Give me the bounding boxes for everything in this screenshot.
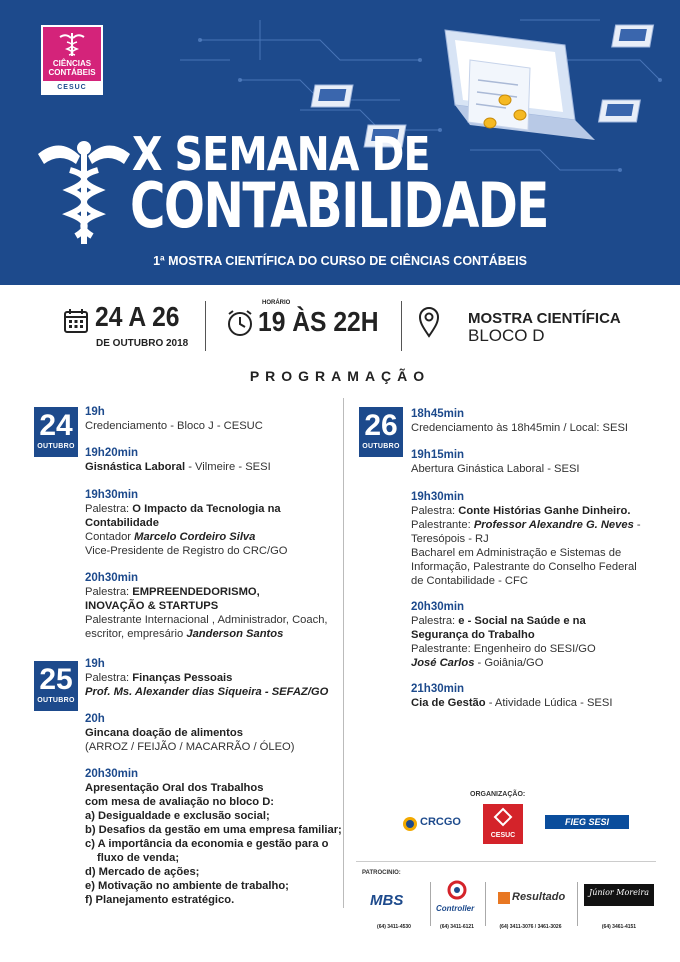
event-time: 19h <box>85 658 105 670</box>
event-prefix: escritor, empresário <box>85 628 187 640</box>
event-title: Contabilidade <box>85 517 159 529</box>
event-desc: Palestrante: Engenheiro do SESI/GO <box>411 643 596 655</box>
crcgo-name: CRCGO <box>420 816 461 828</box>
sponsor-name: Resultado <box>512 891 566 903</box>
event-dates: 24 A 26 <box>95 301 180 332</box>
sponsor-divider <box>356 861 656 862</box>
day-month: OUTUBRO <box>37 697 75 704</box>
section-title: PROGRAMAÇÃO <box>249 368 431 384</box>
event-time: 19h30min <box>411 491 465 503</box>
event-time: 20h30min <box>85 572 139 584</box>
cesuc-logo <box>483 804 523 844</box>
event-26-3 <box>411 490 641 588</box>
event-time: 20h30min <box>411 601 465 613</box>
title-line1: X SEMANA DE <box>132 127 430 181</box>
event-25-1 <box>85 657 328 699</box>
event-25-2 <box>85 712 294 754</box>
event-desc: Abertura Ginástica Laboral - SESI <box>411 463 580 475</box>
event-month: DE OUTUBRO 2018 <box>96 338 189 349</box>
sponsor-name: MBS <box>370 892 404 909</box>
list-item: b) Desafios da gestão em uma empresa familiar; <box>85 824 342 836</box>
sponsor-phone: (64) 3411-4530 <box>377 924 411 930</box>
event-24-1 <box>85 405 263 433</box>
event-desc: - Atividade Lúdica - SESI <box>485 697 613 709</box>
sponsor-name: Júnior Moreira <box>589 888 649 897</box>
sponsor-junior-moreira <box>582 878 656 930</box>
sponsor-resultado <box>488 878 573 930</box>
logo-line1: CIÊNCIAS <box>52 59 92 68</box>
logo-line2: CONTÁBEIS <box>48 68 96 77</box>
event-desc: Credenciamento - Bloco J - CESUC <box>85 420 263 432</box>
event-26-2 <box>411 448 580 476</box>
day-number: 25 <box>39 663 73 696</box>
sponsor-phone: (64) 3411-6121 <box>440 924 474 930</box>
day-badge-25 <box>34 661 78 711</box>
logo-line3: CESUC <box>43 81 101 94</box>
day-month: OUTUBRO <box>362 443 400 450</box>
event-desc: Teresópois - RJ <box>411 533 489 545</box>
speaker-name: Professor Alexandre G. Neves <box>473 519 634 531</box>
sponsor-mbs <box>360 878 428 930</box>
title-line2: CONTABILIDADE <box>130 169 548 242</box>
event-title: Segurança do Trabalho <box>411 629 535 641</box>
organization-label: ORGANIZAÇÃO: <box>470 791 526 798</box>
sponsor-phone: (64) 3461-4151 <box>601 924 637 930</box>
event-24-4 <box>85 571 328 641</box>
event-title: O Impacto da Tecnologia na <box>132 503 281 515</box>
event-desc: de Contabilidade - CFC <box>411 575 528 587</box>
event-title: Cia de Gestão <box>411 697 486 709</box>
list-item: a) Desigualdade e exclusão social; <box>85 810 270 822</box>
event-title: com mesa de avaliação no bloco D: <box>85 796 275 808</box>
sponsor-phone: (64) 3411-3076 / 3461-3026 <box>499 924 562 930</box>
event-time: 18h45min <box>411 408 465 420</box>
cesuc-name: CESUC <box>490 832 516 839</box>
event-desc: Credenciamento às 18h45min / Local: SESI <box>411 422 629 434</box>
time-label: HORÁRIO <box>262 300 291 306</box>
day-number: 24 <box>39 409 73 442</box>
event-time: 19h <box>85 406 105 418</box>
event-desc: - Vilmeire - SESI <box>185 461 271 473</box>
speaker-name: Janderson Santos <box>186 628 284 640</box>
event-suffix: - Goiânia/GO <box>474 657 544 669</box>
header-banner <box>0 0 680 285</box>
event-title: EMPREENDEDORISMO, <box>132 586 260 598</box>
fieg-sesi-logo: FIEG SESI <box>545 815 629 829</box>
sponsor-controller <box>432 878 482 930</box>
info-divider <box>401 301 402 351</box>
event-25-3 <box>85 767 342 907</box>
speaker-name: Marcelo Cordeiro Silva <box>134 531 256 543</box>
event-desc: (ARROZ / FEIJÃO / MACARRÃO / ÓLEO) <box>85 741 295 753</box>
event-time: 20h30min <box>85 768 139 780</box>
event-title: INOVAÇÃO & STARTUPS <box>85 600 219 612</box>
junior-moreira-logo <box>584 884 654 906</box>
day-badge-26 <box>359 407 403 457</box>
event-title: Finanças Pessoais <box>132 672 233 684</box>
sponsorship-label: PATROCINIO: <box>362 870 401 876</box>
event-time: 21h30min <box>411 683 465 695</box>
caduceus-emblem-icon <box>36 134 132 246</box>
event-prefix: Contador <box>85 531 135 543</box>
calendar-icon <box>63 308 89 334</box>
event-24-2 <box>85 446 271 474</box>
event-desc: Vice-Presidente de Registro do CRC/GO <box>85 545 288 557</box>
sponsor-name: Controller <box>436 904 475 913</box>
event-suffix: - <box>633 519 641 531</box>
event-prefix: Palestra: <box>85 586 133 598</box>
column-divider <box>343 398 344 908</box>
crcgo-emblem-icon <box>402 816 418 832</box>
location-title: MOSTRA CIENTÍFICA <box>468 310 621 327</box>
list-item: c) A importância da economia e gestão para o <box>85 838 329 850</box>
event-title: e - Social na Saúde e na <box>458 615 586 627</box>
header-subtitle: 1ª MOSTRA CIENTÍFICA DO CURSO DE CIÊNCIAS CONTÁBEIS <box>153 254 527 268</box>
speaker-name: José Carlos <box>411 657 475 669</box>
list-item: fluxo de venda; <box>97 852 180 864</box>
event-26-1 <box>411 407 628 435</box>
event-prefix: Palestra: <box>411 615 459 627</box>
sponsor-divider <box>577 882 578 926</box>
event-time: 19 ÀS 22H <box>258 306 379 337</box>
event-title: Gincana doação de alimentos <box>85 727 243 739</box>
speaker-name: Prof. Ms. Alexander dias Siqueira - SEFAZ/GO <box>85 686 329 698</box>
sponsor-divider <box>430 882 431 926</box>
sponsor-divider <box>485 882 486 926</box>
list-item: d) Mercado de ações; <box>85 866 200 878</box>
event-26-4 <box>411 600 596 670</box>
event-time: 19h20min <box>85 447 139 459</box>
clock-icon <box>225 308 255 338</box>
list-item: f) Planejamento estratégico. <box>85 894 235 906</box>
event-time: 19h15min <box>411 449 465 461</box>
location-place: BLOCO D <box>468 326 545 345</box>
event-title: Gisnástica Laboral <box>85 461 186 473</box>
event-prefix: Palestra: <box>85 672 133 684</box>
resultado-logo-icon <box>498 892 510 904</box>
event-time: 19h30min <box>85 489 139 501</box>
day-number: 26 <box>364 409 398 442</box>
event-prefix: Palestra: <box>411 505 459 517</box>
caduceus-icon <box>57 31 87 57</box>
event-26-5 <box>411 682 612 710</box>
event-prefix: Palestra: <box>85 503 133 515</box>
event-time: 20h <box>85 713 105 725</box>
event-title: Apresentação Oral dos Trabalhos <box>85 782 264 794</box>
event-desc: Bacharel em Administração e Sistemas de <box>411 547 622 559</box>
event-prefix: Palestrante: <box>411 519 474 531</box>
location-pin-icon <box>418 306 440 338</box>
info-divider <box>205 301 206 351</box>
day-month: OUTUBRO <box>37 443 75 450</box>
crcgo-logo <box>402 814 464 836</box>
event-desc: Palestrante Internacional , Administrador, Coach, <box>85 614 328 626</box>
logo-text <box>43 59 101 77</box>
ciencias-contabeis-logo <box>41 25 103 95</box>
event-desc: Informação, Palestrante do Conselho Federal <box>411 561 637 573</box>
event-24-3 <box>85 488 288 558</box>
list-item: e) Motivação no ambiente de trabalho; <box>85 880 289 892</box>
controller-logo-icon <box>447 880 467 900</box>
day-badge-24 <box>34 407 78 457</box>
event-title: Conte Histórias Ganhe Dinheiro. <box>458 505 631 517</box>
cesuc-emblem-icon <box>483 804 523 832</box>
